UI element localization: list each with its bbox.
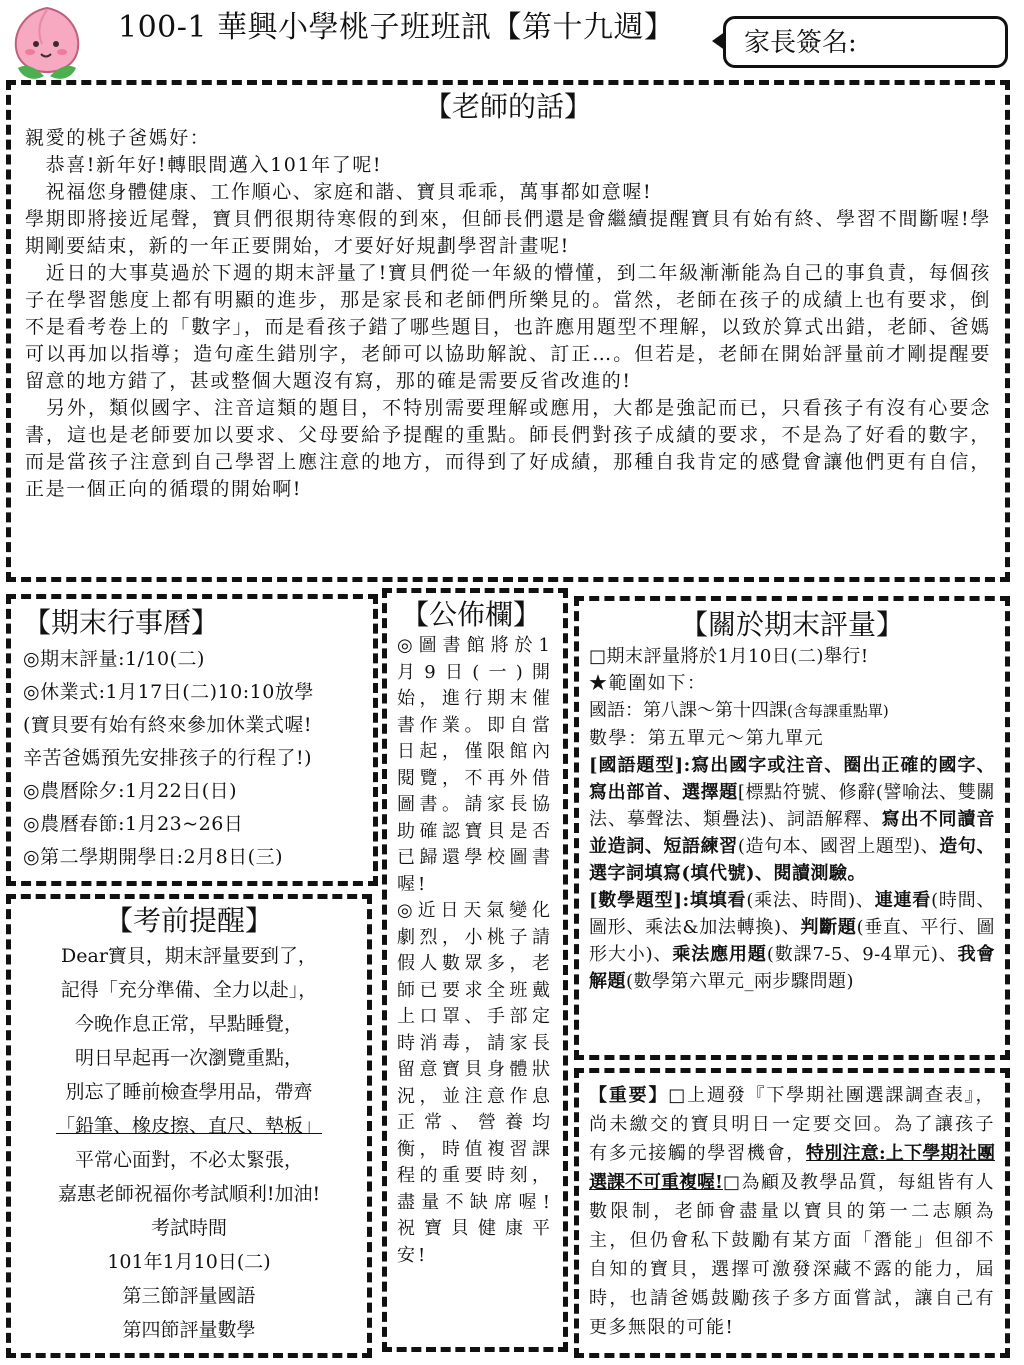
math-type-segment: (時間、圖形、乘法&加法轉換)、 — [589, 890, 995, 938]
teacher-paragraph: 恭喜!新年好!轉眼間邁入101年了呢! — [25, 154, 383, 176]
exam-info-box — [574, 596, 1010, 1060]
chinese-type-segment: 造句、選字詞填寫(填代號)、閱讀測驗。 — [589, 836, 996, 884]
math-type-segment: 判斷題 — [800, 917, 857, 938]
exam-time-label: 考試時間 — [150, 1217, 227, 1239]
calendar-box — [6, 594, 378, 886]
reminder-line: 記得「充分準備、全力以赴」， — [60, 979, 318, 1001]
chinese-type-segment: [標點符號、修辭(譬喻法、雙關法、摹聲法、類疊法)、詞語解釋、 — [589, 782, 996, 830]
teacher-greeting: 親愛的桃子爸媽好： — [25, 127, 211, 149]
math-type-segment: 乘法應用題 — [672, 944, 767, 965]
math-type-segment: [數學題型]:填填看 — [589, 890, 747, 911]
calendar-item: ◎期末評量:1/10(二) — [23, 648, 205, 670]
teacher-paragraph: 學期即將接近尾聲，寶貝們很期待寒假的到來，但師長們還是會繼續提醒寶貝有始有終、學習不間斷喔!學期剛要結束，新的一年正要開始，才要好好規劃學習計畫呢! — [25, 208, 991, 257]
important-label: 【重要】 — [589, 1085, 669, 1106]
calendar-item: ◎休業式:1月17日(二)10:10放學 — [23, 681, 314, 703]
teacher-message-box — [6, 80, 1010, 582]
math-type-segment: (垂直、平行、圖形大小)、 — [589, 917, 996, 965]
exam-scope-label: ★範圍如下： — [589, 673, 707, 694]
important-emphasis: 特別注意:上下學期社團選課不可重複喔! — [589, 1143, 995, 1193]
exam-date: 101年1月10日(二) — [107, 1251, 271, 1273]
bulletin-heading: 【公佈欄】 — [400, 598, 541, 631]
chinese-scope-note: (含每課重點單) — [787, 702, 889, 720]
club-quota-notice: □為顧及教學品質，每組皆有人數限制，老師會盡量以寶貝的第一二志願為主，但仍會私下鼓勵有某方面「潛能」但卻不自知的寶貝，選擇可激發深藏不露的能力，屆時，也請爸媽鼓勵孩子多方面嘗試，讓自己有更多無限的可能! — [589, 1172, 995, 1338]
bulletin-board-box — [382, 588, 568, 1352]
chinese-type-segment: [國語題型]:寫出國字或注音、圈出正確的國字、寫出部首、選擇題 — [589, 755, 995, 803]
reminder-line: 今晚作息正常，早點睡覺， — [74, 1013, 303, 1035]
exam-date-line: □期末評量將於1月10日(二)舉行! — [589, 646, 869, 667]
exam-info-heading: 【關於期末評量】 — [679, 608, 904, 641]
bulletin-item: ◎近日天氣變化劇烈，小桃子請假人數眾多，老師已要求全班戴上口罩、手部定時消毒，請家長留意寶貝身體狀況，並注意作息正常、營養均衡，時值複習課程的重要時刻，盡量不缺席喔!祝寶貝健康平安! — [397, 900, 553, 1266]
reminder-line: 明日早起再一次瀏覽重點， — [74, 1047, 303, 1069]
math-type-segment: 我會解題 — [589, 944, 995, 992]
bulletin-item: ◎圖書館將於1月9日(一)開始，進行期末催書作業。即自當日起，僅限館內閱覽，不再外借圖書。請家長協助確認寶貝是否已歸還學校圖書喔! — [397, 635, 553, 895]
peach-mascot-icon — [8, 4, 86, 84]
math-type-segment: 連連看 — [874, 890, 932, 911]
calendar-item: ◎第二學期開學日:2月8日(三) — [23, 846, 283, 868]
chinese-type-segment: (造句本、國習上題型)、 — [737, 836, 940, 857]
chinese-type-segment: 寫出不同讀音並造詞、短語練習 — [589, 809, 995, 857]
calendar-item: ◎農曆除夕:1月22日(日) — [23, 780, 238, 802]
chinese-question-types — [589, 752, 995, 887]
exam-reminder-heading: 【考前提醒】 — [104, 904, 273, 937]
parent-signature-box[interactable]: 家長簽名: — [723, 16, 1008, 68]
calendar-item: ◎農曆春節:1月23~26日 — [23, 813, 244, 835]
teacher-message-heading: 【老師的話】 — [423, 90, 592, 123]
teacher-paragraph: 祝福您身體健康、工作順心、家庭和諧、寶貝乖乖，萬事都如意喔! — [25, 181, 653, 203]
chinese-scope-text: 國語：第八課～第十四課 — [589, 700, 787, 721]
math-type-segment: (乘法、時間)、 — [746, 890, 875, 911]
reminder-line: 嘉惠老師祝福你考試順利!加油! — [57, 1183, 321, 1205]
exam-math-scope: 數學：第五單元～第九單元 — [589, 728, 825, 749]
teacher-paragraph: 另外，類似國字、注音這類的題目，不特別需要理解或應用，大都是強記而已，只看孩子有沒有心要念書，這也是老師要加以要求、父母要給予提醒的重點。師長們對孩子成績的要求，不是為了好看的數字，而是當孩子注意到自己學習上應注意的地方，而得到了好成績，那種自我肯定的感覺會讓他們更有自信，正是一個正向的循環的開始啊! — [25, 397, 991, 500]
math-type-segment: (數學第六單元_兩步驟問題) — [626, 971, 855, 992]
math-type-segment: (數課7-5、9-4單元)、 — [766, 944, 958, 965]
important-text — [589, 1081, 995, 1342]
teacher-paragraph: 近日的大事莫過於下週的期末評量了!寶貝們從一年級的懵懂，到二年級漸漸能為自己的事負責，每個孩子在學習態度上都有明顯的進步，那是家長和老師們所樂見的。當然，老師在孩子的成績上也有要求，倒不是看考卷上的「數字」，而是看孩子錯了哪些題目，也許應用題型不理解，以致於算式出錯，老師、爸媽可以再加以指導；造句產生錯別字，老師可以協助解說、訂正…。但若是，老師在開始評量前才剛提醒要留意的地方錯了，甚或整個大題沒有寫，那的確是需要反省改進的! — [25, 262, 991, 392]
important-notice-box — [574, 1068, 1010, 1358]
reminder-line: 別忘了睡前檢查學用品，帶齊 — [65, 1081, 313, 1103]
exam-reminder-box — [6, 894, 372, 1358]
calendar-heading: 【期末行事曆】 — [23, 606, 220, 639]
math-question-types — [589, 887, 995, 995]
exam-period-math: 第四節評量數學 — [122, 1319, 256, 1341]
page-title: 100-1 華興小學桃子班班訊【第十九週】 — [118, 10, 675, 45]
exam-period-chinese: 第三節評量國語 — [122, 1285, 256, 1307]
calendar-item: 辛苦爸媽預先安排孩子的行程了!) — [23, 747, 313, 769]
club-survey-notice: □上週發『下學期社團選課調查表』，尚未繳交的寶貝明日一定要交回。為了讓孩子有多元接觸的學習機會， — [589, 1085, 995, 1164]
reminder-line: 平常心面對，不必太緊張， — [74, 1149, 303, 1171]
reminder-supplies-line: 「鉛筆、橡皮擦、直尺、墊板」 — [55, 1115, 322, 1137]
exam-chinese-scope — [589, 697, 995, 725]
reminder-line: Dear寶貝，期末評量要到了， — [61, 945, 317, 967]
calendar-item: (寶貝要有始有終來參加休業式喔! — [23, 714, 313, 736]
